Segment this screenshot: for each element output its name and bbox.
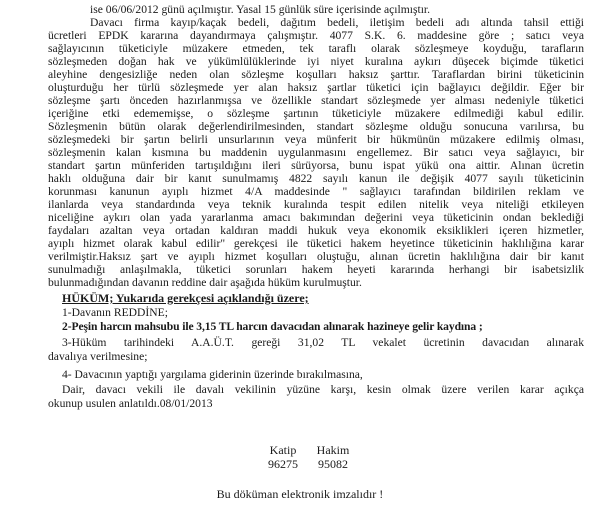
electronic-signature-note: Bu döküman elektronik imzalıdır !	[216, 487, 384, 501]
body-line: ilanlarda veya standardında veya teknik kuralında tespit edilen nitelik veya niteliği etkileyen	[48, 198, 584, 211]
ruling-item: okunup usulen anlatıldı.08/01/2013	[48, 397, 213, 410]
body-line: bulunmadığından davanın reddine dair aşağıda hüküm kurulmuştur.	[48, 276, 362, 289]
body-line: Davacı firma kayıp/kaçak bedeli, dağıtım bedeli, iletişim bedeli adı altında tahsil ettiği	[90, 16, 584, 29]
body-line: korunması kanunun ayıplı hizmet 4/A maddesinde " sağlayıcı tarafından bildirilen reklam ve	[48, 185, 584, 198]
body-line: ise 06/06/2012 günü açılmıştır. Yasal 15 günlük süre içerisinde açılmıştır.	[90, 3, 431, 16]
body-line: Sözleşmenin bütün olarak değerlendirilmesinden, standart sözleşme olduğu sonucuna varılırsa, bu	[48, 120, 584, 133]
signature-number: 95082	[318, 457, 348, 471]
signature-title: Katip	[269, 443, 297, 457]
hukum-heading: HÜKÜM; Yukarıda gerekçesi açıklandığı üzere;	[62, 291, 309, 305]
body-line: sağlayıcının tüketiciyle müzakere etmeden, tek taraflı olarak sözleşmeye koyduğu, tarafların	[48, 42, 584, 55]
body-line: verilmiştir.Haksız şart ve ayıplı hizmet koşulları oluştuğu, alınan ücretin haklılığına dair bir kanıt	[48, 250, 584, 263]
body-line: aleyhine dengesizliğe neden olan sözleşme koşulları haksız şarttır. Taraflardan birini tüketicinin	[48, 68, 584, 81]
signature-title: Hakim	[316, 443, 350, 457]
signature-clerk	[258, 443, 308, 471]
body-line: standart şartın münferiden tartışıldığını ileri sürüyorsa, bunu ispat yükü ona aittir. Alınan ücretin	[48, 159, 584, 172]
body-line: haklı olduğuna dair bir kanıt sunulmamış 4822 sayılı kanun ile değişik 4077 sayılı tüketicinin	[48, 172, 584, 185]
body-line: sunulmadığı anlaşılmakla, tüketici sorunları hakem heyeti kararında herhangi bir isabetsizlik	[48, 263, 584, 276]
signature-number: 96275	[268, 457, 298, 471]
signature-judge	[308, 443, 358, 471]
body-line: niceliğine aykırı olan yada yararlanma amacı bakımından değerini veya tüketicinin ondan beklediği	[48, 211, 584, 224]
body-line: sözleşme şartı önceden hazırlanmışsa ve özellikle standart sözleşmede yer alması nedeniyle tüketici	[48, 94, 584, 107]
body-line: faydaları azaltan veya ortadan kaldıran maddi hukuk veya ekonomik eksiklikleri içeren hizmetler,	[48, 224, 584, 237]
body-line: sözleşmedeki bir şartın belirli unsurlarının veya münferit bir hükmünün müzakere edilmiş olması,	[48, 133, 584, 146]
body-line: ayıplı hizmet olarak kabul edilir" gerekçesi ile tüketici hakem heyetince tüketicinin haklılığına karar	[48, 237, 584, 250]
ruling-item: Dair, davacı vekili ile davalı vekilinin yüzüne karşı, kesin olmak üzere verilen karar açıkça	[62, 383, 584, 396]
ruling-item: 3-Hüküm tarihindeki A.A.Ü.T. gereği 31,02 TL vekalet ücretinin davacıdan alınarak	[62, 336, 584, 349]
ruling-item: 1-Davanın REDDİNE;	[62, 306, 168, 319]
ruling-item: davalıya verilmesine;	[48, 350, 148, 363]
ruling-item: 2-Peşin harcın mahsubu ile 3,15 TL harcın davacıdan alınarak hazineye gelir kaydına ;	[62, 320, 483, 333]
body-line: sözleşmeden doğan hak ve yükümlülüklerinde iyi niyet kuralına aykırı düşecek biçimde tüketici	[48, 55, 584, 68]
body-line: sözleşmenin kalan kısmına bu maddenin uygulanmasını engellemez. Bir satıcı veya sağlayıcı, bir	[48, 146, 584, 159]
body-line: ücretleri EPDK kararına dayandırmaya çalışmıştır. 4077 S.K. 6. maddesine göre ; satıcı veya	[48, 29, 584, 42]
body-line: içeriğine etki edememişse, o sözleşme şartının tüketiciyle müzakere edilmediği kabul edilir.	[48, 107, 584, 120]
ruling-item: 4- Davacının yaptığı yargılama giderinin üzerinde bırakılmasına,	[62, 368, 363, 381]
body-line: oluşturduğu her türlü sözleşmede yer alan haksız şartlar tüketici için bağlayıcı değildir. Eğer bir	[48, 81, 584, 94]
